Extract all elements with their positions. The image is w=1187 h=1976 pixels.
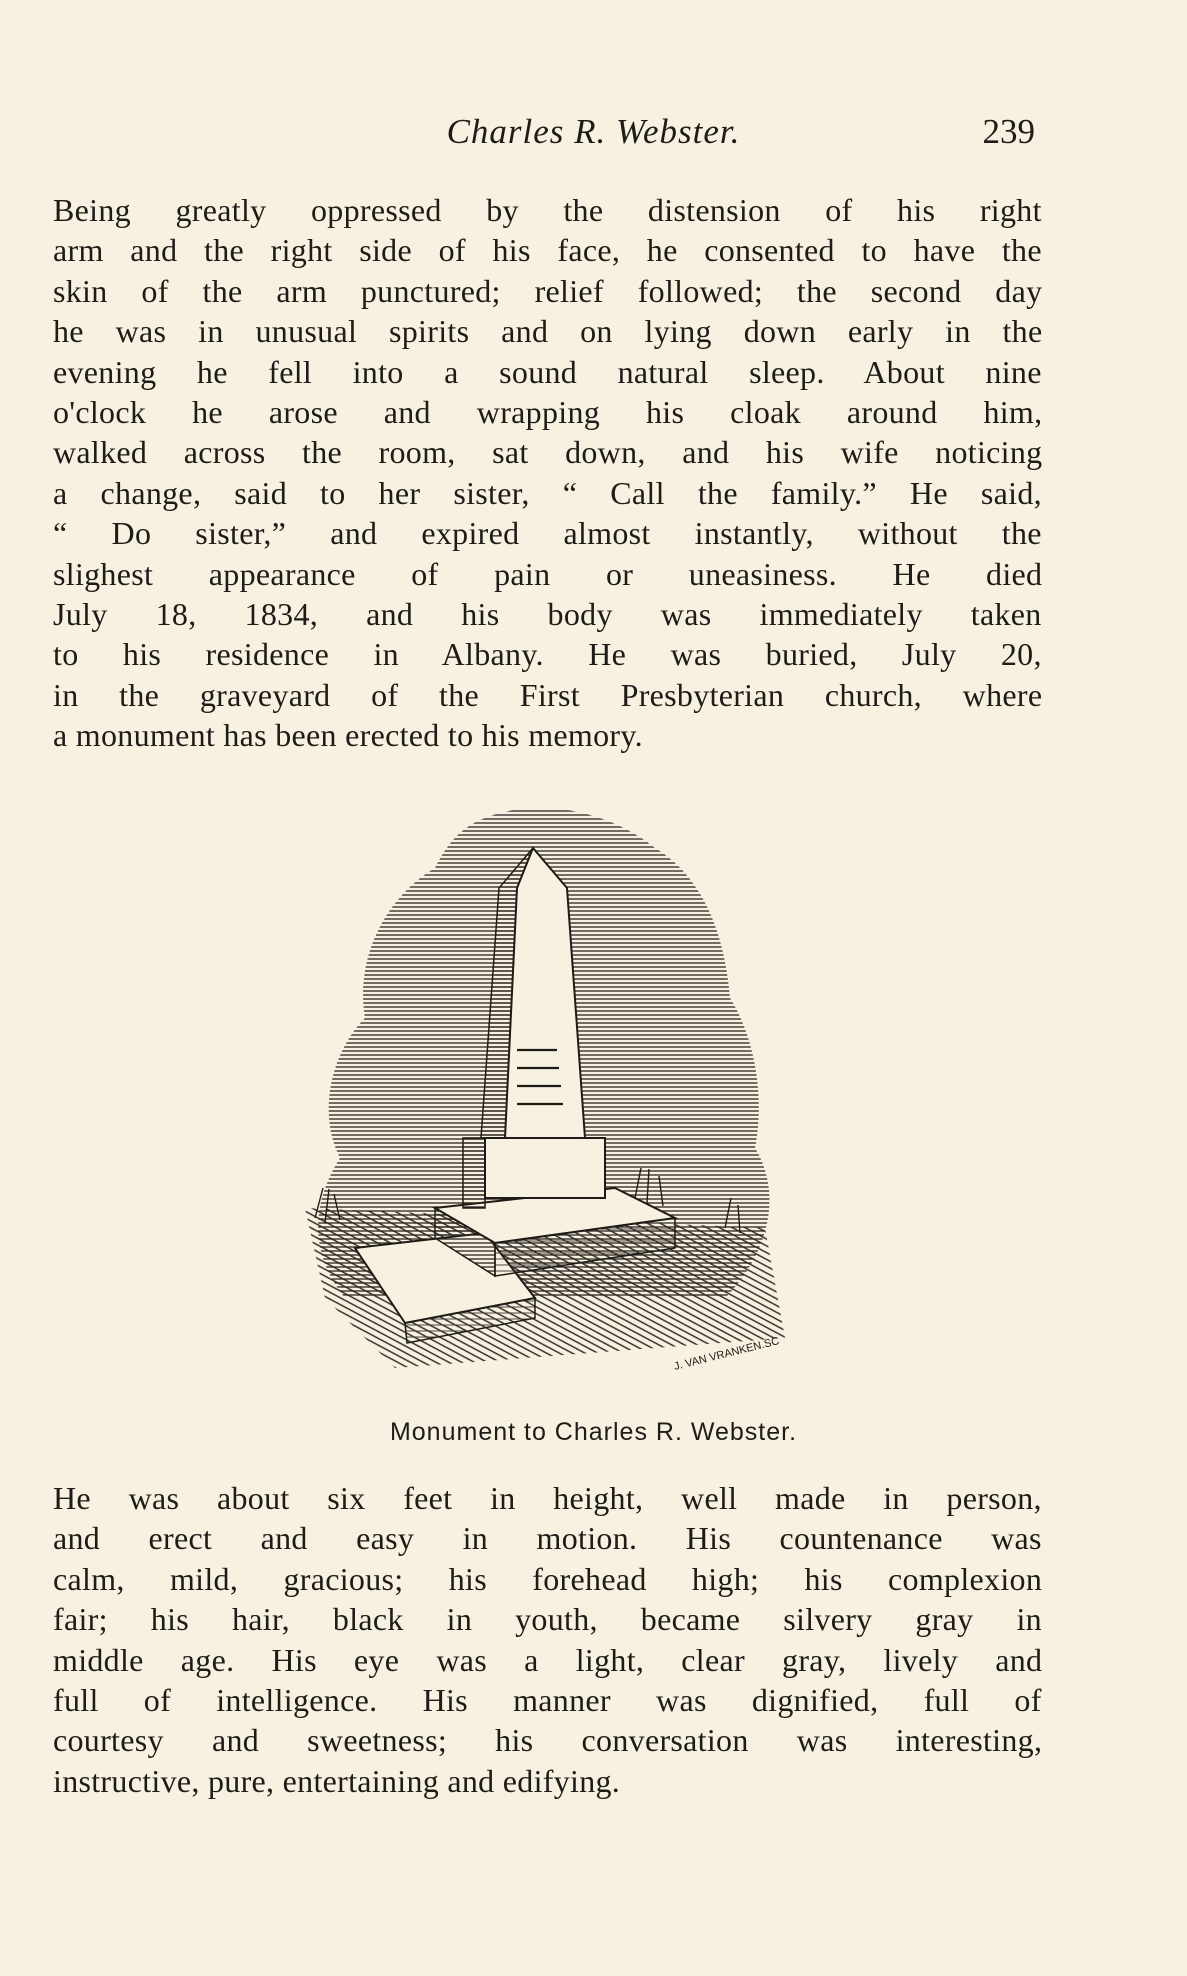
text-line: July 18, 1834, and his body was immediately taken xyxy=(53,595,1042,632)
text-line: fair; his hair, black in youth, became silvery gray in xyxy=(53,1601,1042,1638)
text-line: a monument has been erected to his memory. xyxy=(53,717,643,754)
text-line: walked across the room, sat down, and his wife noticing xyxy=(53,434,1042,471)
text-line: calm, mild, gracious; his forehead high; his complexion xyxy=(53,1560,1042,1597)
text-line: middle age. His eye was a light, clear gray, lively and xyxy=(53,1641,1042,1678)
paragraph-description xyxy=(53,1478,1042,1801)
text-line: in the graveyard of the First Presbyterian church, where xyxy=(53,676,1042,713)
text-line: full of intelligence. His manner was dignified, full of xyxy=(53,1681,1042,1718)
text-line: and erect and easy in motion. His countenance was xyxy=(53,1520,1042,1557)
text-line: to his residence in Albany. He was buried, July 20, xyxy=(53,636,1042,673)
obelisk-illustration xyxy=(285,778,805,1398)
text-line: slighest appearance of pain or uneasiness. He died xyxy=(53,555,1042,592)
text-line: arm and the right side of his face, he consented to have the xyxy=(53,232,1042,269)
text-line: a change, said to her sister, “ Call the family.” He said, xyxy=(53,474,1042,511)
engraver-signature: J. VAN VRANKEN.SC xyxy=(672,1335,781,1373)
paragraph-death-account xyxy=(53,190,1042,755)
text-line: courtesy and sweetness; his conversation was interesting, xyxy=(53,1722,1042,1759)
monument-engraving xyxy=(285,778,805,1398)
text-line: “ Do sister,” and expired almost instantly, without the xyxy=(53,515,1042,552)
running-title: Charles R. Webster. xyxy=(446,112,741,151)
running-head xyxy=(0,112,1187,162)
text-line: Being greatly oppressed by the distension of his right xyxy=(53,192,1042,228)
text-line: skin of the arm punctured; relief followed; the second day xyxy=(53,272,1042,309)
plinth xyxy=(485,1138,605,1198)
figure-caption: Monument to Charles R. Webster. xyxy=(389,1418,798,1446)
text-line: evening he fell into a sound natural sleep. About nine xyxy=(53,353,1042,390)
page-number: 239 xyxy=(982,112,1035,151)
text-line: He was about six feet in height, well made in person, xyxy=(53,1480,1042,1516)
text-line: o'clock he arose and wrapping his cloak around him, xyxy=(53,393,1042,430)
text-line: instructive, pure, entertaining and edifying. xyxy=(53,1762,621,1799)
text-line: he was in unusual spirits and on lying down early in the xyxy=(53,313,1042,350)
